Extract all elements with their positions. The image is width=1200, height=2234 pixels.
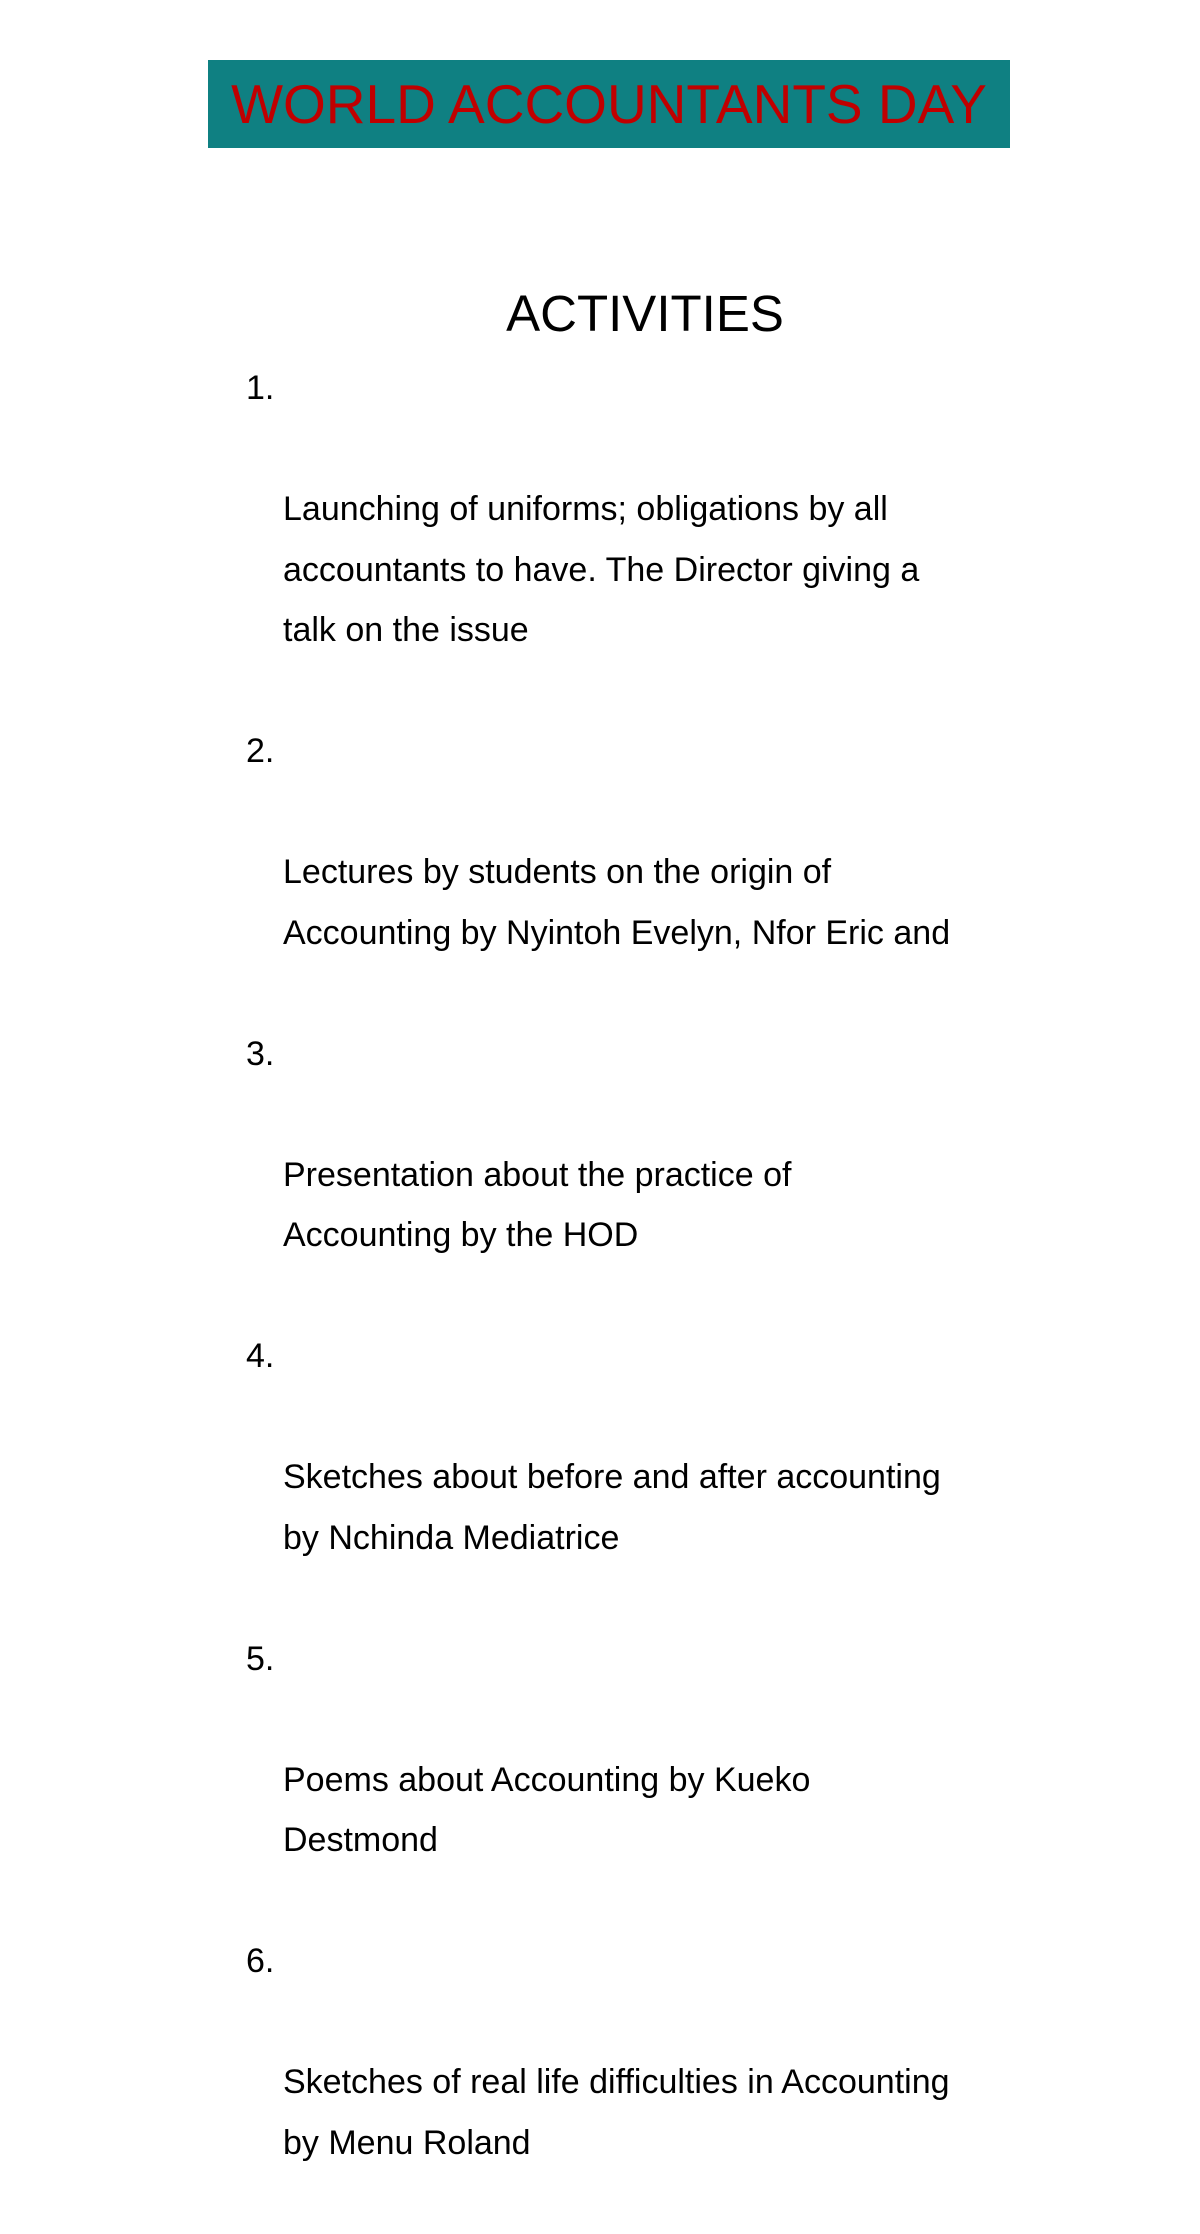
activity-number: 1.	[246, 369, 275, 407]
activity-item-4	[246, 1326, 1126, 1629]
activity-item-1	[246, 358, 1126, 721]
activity-text: Presentation about the practice of Accounting by the HOD	[283, 1155, 792, 1254]
activity-text: Sketches of real life difficulties in Accounting by Menu Roland	[283, 2063, 950, 2162]
activity-number: 3.	[246, 1034, 275, 1073]
activity-number: 2.	[246, 732, 275, 770]
activity-item-3	[246, 1024, 1126, 1327]
activity-number: 5.	[246, 1639, 275, 1678]
activities-list	[246, 358, 1126, 2234]
page-title: WORLD ACCOUNTANTS DAY	[231, 72, 987, 135]
activity-number: 6.	[246, 1942, 275, 1980]
activity-text: Launching of uniforms; obligations by all accountants to have. The Director giving a talk on the issue	[283, 490, 920, 649]
activity-number: 4.	[246, 1337, 275, 1375]
activity-item-2	[246, 721, 1126, 1024]
activity-text: Poems about Accounting by Kueko Destmond	[283, 1760, 811, 1859]
activity-text: Lectures by students on the origin of Accounting by Nyintoh Evelyn, Nfor Eric and	[283, 853, 951, 952]
activity-item-5	[246, 1629, 1126, 1932]
activity-item-6	[246, 1931, 1126, 2234]
title-banner	[208, 60, 1010, 148]
activity-text: Sketches about before and after accounting by Nchinda Mediatrice	[283, 1458, 941, 1557]
activities-heading: ACTIVITIES	[506, 285, 784, 342]
